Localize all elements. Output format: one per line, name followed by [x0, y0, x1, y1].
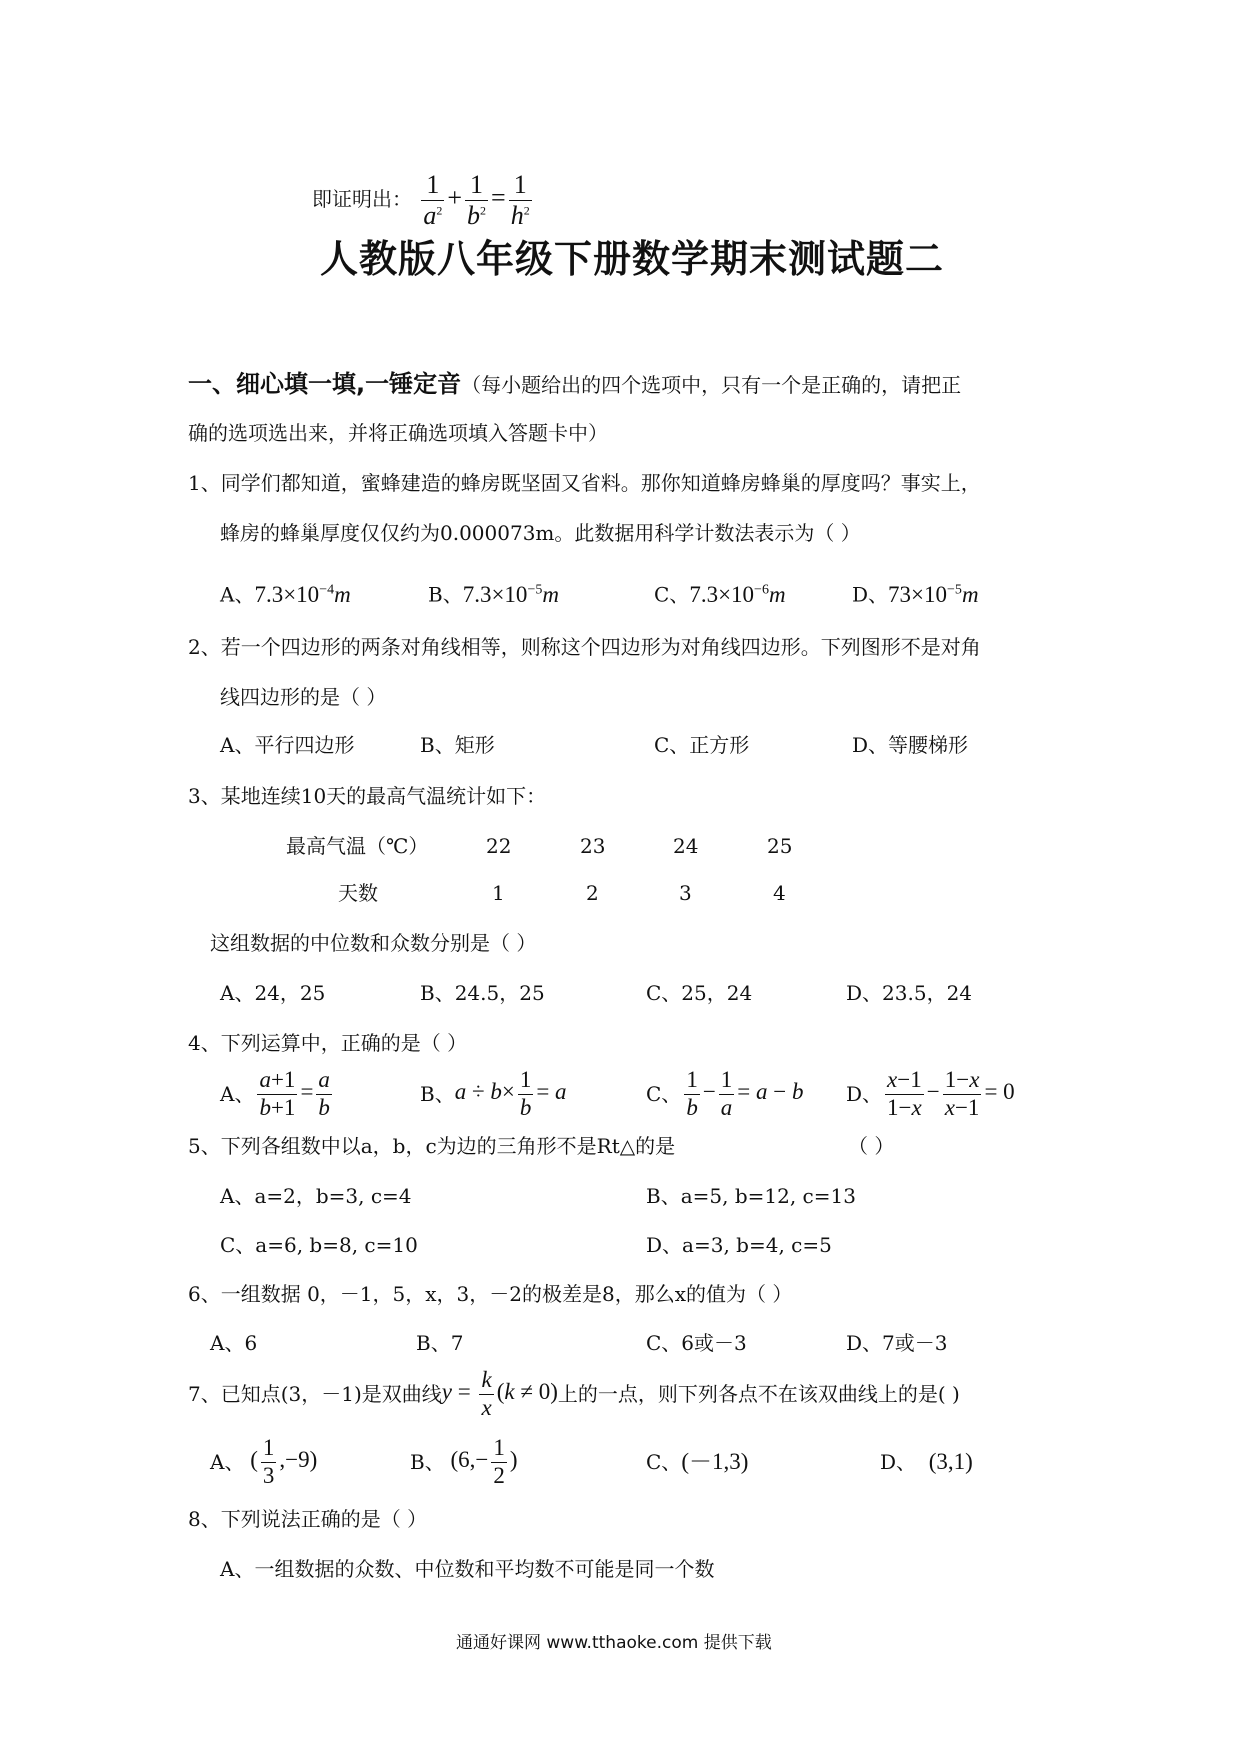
q2-option-a: A、平行四边形 — [220, 733, 355, 757]
section-1-heading: 一、细心填一填,一锤定音 — [188, 370, 462, 398]
page-title: 人教版八年级下册数学期末测试题二 — [320, 237, 945, 281]
q6-option-a: A、6 — [210, 1331, 258, 1355]
q6-option-d: D、7或－3 — [846, 1331, 948, 1355]
q3-table-cell: 22 — [486, 834, 512, 858]
q4-option-a: A、 $\frac{a+1}{b+1}$ = $\frac{a}{b}$ — [220, 1067, 330, 1120]
q7-option-a: A、 ( $\frac{1}{3}$ ,−9) — [210, 1435, 318, 1488]
q6-option-c: C、6或－3 — [646, 1331, 747, 1355]
section-1-note-b: 确的选项选出来，并将正确选项填入答题卡中） — [188, 421, 608, 445]
q3-line2: 这组数据的中位数和众数分别是（ ） — [210, 931, 537, 955]
proof-line — [312, 170, 535, 231]
q1-option-d: D、$73\times 10^{-5}m$ — [852, 581, 979, 607]
footer-credit: 通通好课网 www.tthaoke.com 提供下载 — [456, 1633, 772, 1653]
q3-option-d: D、23.5，24 — [846, 981, 973, 1005]
q5-option-b: B、a=5, b=12, c=13 — [646, 1184, 856, 1208]
q7-option-d: D、 (3,1) — [880, 1449, 973, 1474]
q3-table-cell: 23 — [580, 834, 606, 858]
q1-option-c: C、$7.3\times 10^{-6}m$ — [654, 581, 786, 607]
q2-option-d: D、等腰梯形 — [852, 733, 969, 757]
q4-option-d: D、 $\frac{x-1}{1-x}$ − $\frac{1-x}{x-1}$ = 0 — [846, 1067, 1015, 1120]
q2-line1: 2、若一个四边形的两条对角线相等，则称这个四边形为对角线四边形。下列图形不是对角 — [188, 635, 981, 659]
q3-option-b: B、24.5，25 — [420, 981, 545, 1005]
q3-table-cell: 25 — [767, 834, 793, 858]
q5-paren: （ ） — [848, 1134, 895, 1158]
q6-line1: 6、一组数据 0，－1，5，x，3，－2的极差是8，那么x的值为（ ） — [188, 1282, 793, 1306]
proof-label: 即证明出： — [312, 186, 412, 211]
q1-option-a: A、$7.3\times 10^{-4}m$ — [220, 581, 351, 607]
q3-table-cell: 1 — [492, 881, 505, 905]
q7-option-b: B、 (6,− $\frac{1}{2}$ ) — [410, 1435, 518, 1488]
q1-line2: 蜂房的蜂巢厚度仅仅约为0.000073m。此数据用科学计数法表示为（ ） — [220, 521, 861, 545]
proof-equation: $\frac{1}{a^2}$ + $\frac{1}{b^2}$ = $\frac{1}{h^2}$ — [423, 170, 530, 230]
q7-option-c: C、 (－1,3) — [646, 1449, 749, 1474]
q8-option-a: A、一组数据的众数、中位数和平均数不可能是同一个数 — [220, 1557, 715, 1581]
q3-option-c: C、25，24 — [646, 981, 753, 1005]
q3-table-cell: 2 — [586, 881, 599, 905]
q1-option-b: B、$7.3\times 10^{-5}m$ — [428, 581, 559, 607]
q2-option-c: C、正方形 — [654, 733, 750, 757]
q3-table-cell: 3 — [679, 881, 692, 905]
q3-table-cell: 4 — [773, 881, 786, 905]
q7-line1: 7、已知点(3，－1)是双曲线 y = $\frac{k}{x}$ (k ≠ 0) 上的一点，则下列各点不在该双曲线上的是( ) — [188, 1367, 960, 1420]
q5-option-d: D、a=3, b=4, c=5 — [646, 1233, 832, 1257]
q4-option-c: C、 $\frac{1}{b}$ − $\frac{1}{a}$ = a − b — [646, 1067, 804, 1120]
q2-line2: 线四边形的是（ ） — [220, 685, 387, 709]
q2-option-b: B、矩形 — [420, 733, 495, 757]
q3-option-a: A、24，25 — [220, 981, 326, 1005]
q4-line1: 4、下列运算中，正确的是（ ） — [188, 1031, 468, 1055]
q3-table-row2-label: 天数 — [338, 881, 378, 905]
q5-option-c: C、a=6, b=8, c=10 — [220, 1233, 418, 1257]
q5-line1: 5、下列各组数中以a，b，c为边的三角形不是Rt△的是 — [188, 1134, 676, 1158]
section-1-heading-line — [188, 364, 961, 399]
section-1-note-a: （每小题给出的四个选项中，只有一个是正确的，请把正 — [461, 373, 962, 397]
q6-option-b: B、7 — [416, 1331, 464, 1355]
q3-table-row1-label: 最高气温（℃） — [286, 834, 429, 858]
q8-line1: 8、下列说法正确的是（ ） — [188, 1507, 428, 1531]
q5-option-a: A、a=2，b=3, c=4 — [220, 1184, 412, 1208]
q1-line1: 1、同学们都知道，蜜蜂建造的蜂房既坚固又省料。那你知道蜂房蜂巢的厚度吗？事实上， — [188, 471, 981, 495]
q3-table-cell: 24 — [673, 834, 699, 858]
q3-line1: 3、某地连续10天的最高气温统计如下： — [188, 784, 547, 808]
q4-option-b: B、 a ÷ b× $\frac{1}{b}$ = a — [420, 1067, 567, 1120]
